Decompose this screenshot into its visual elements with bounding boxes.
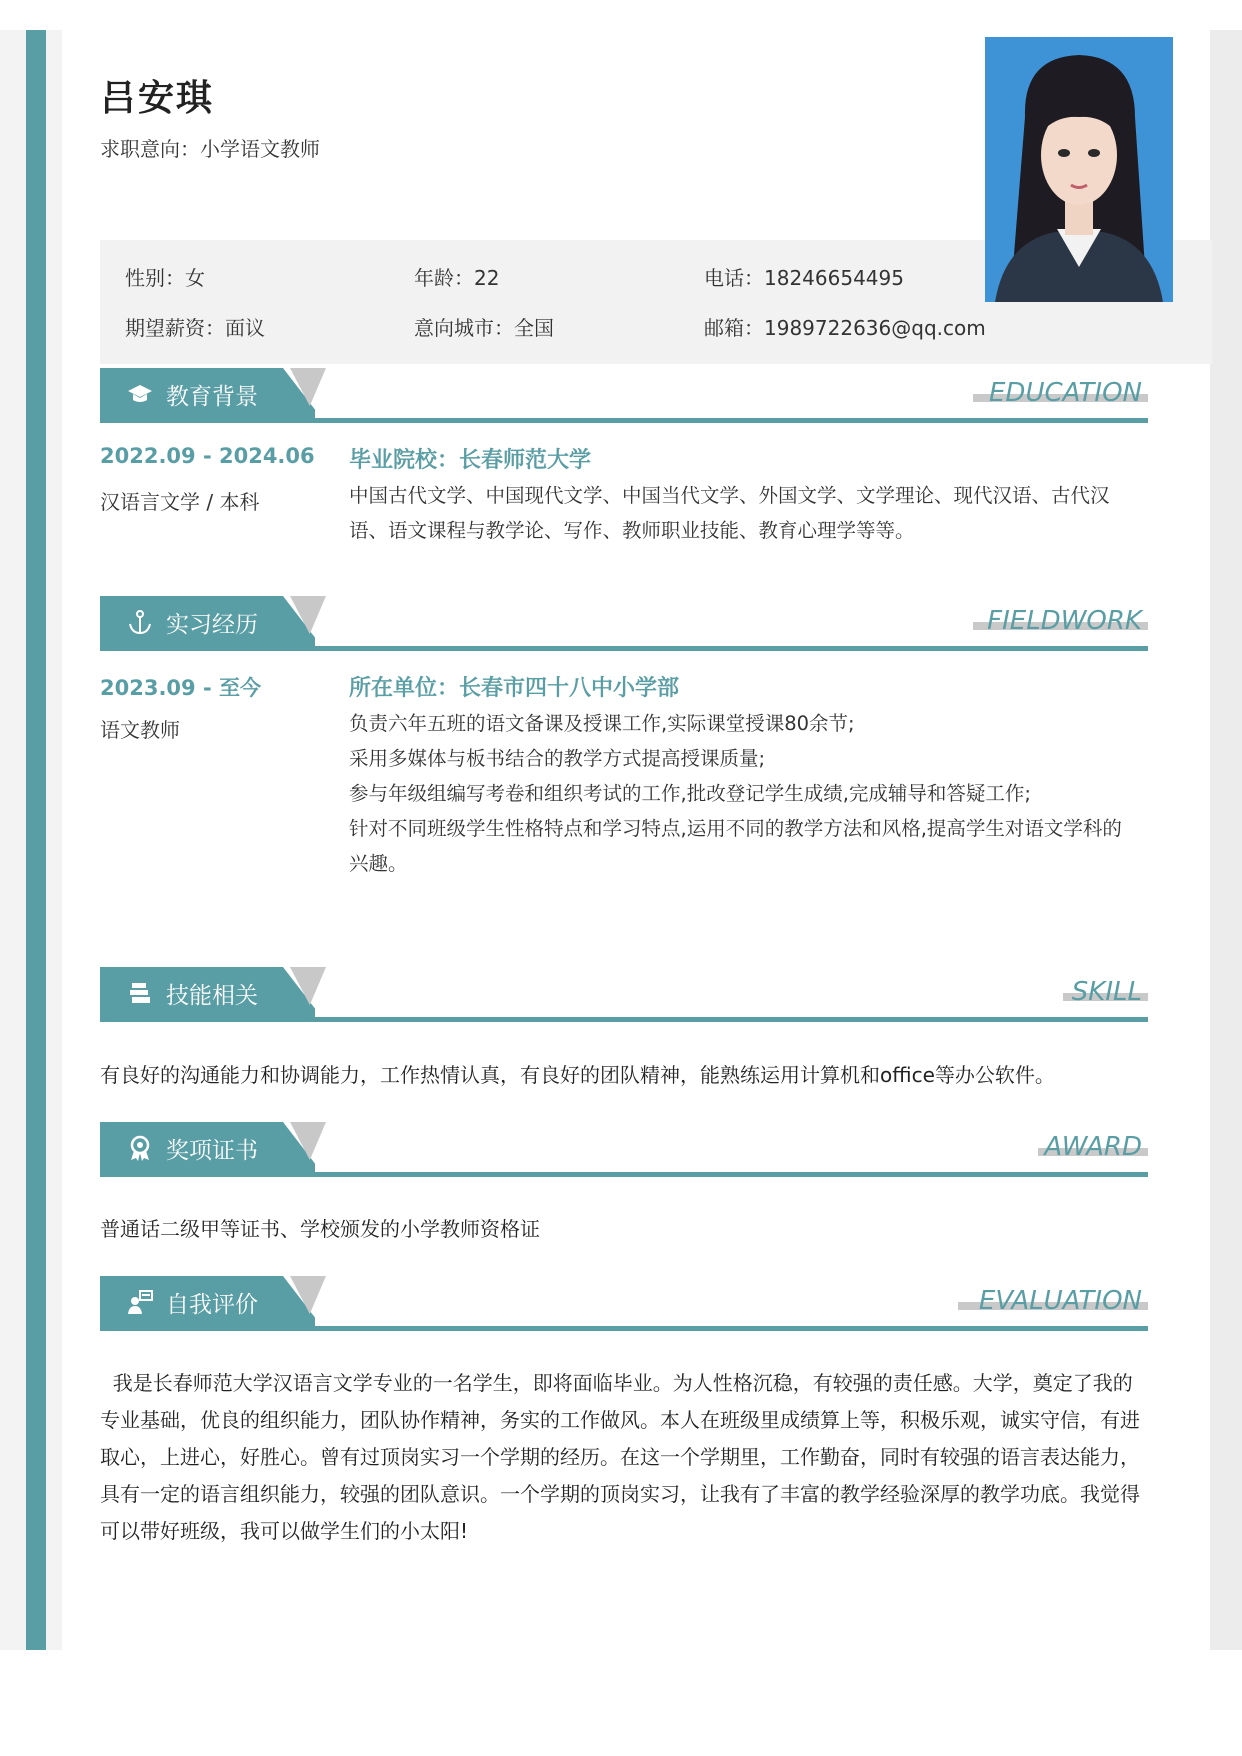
section-title: 技能相关 [166,983,258,1009]
section-header-award [100,1122,1148,1178]
job-intent: 求职意向：小学语文教师 [100,137,320,161]
section-en-text: FIELDWORK [987,606,1142,636]
section-title: 实习经历 [166,612,258,638]
candidate-name: 吕安琪 [100,78,215,119]
medal-icon [126,1134,154,1162]
fieldwork-duties [349,706,1139,881]
course-line: 中国古代文学、中国现代文学、中国当代文学、外国文学、文学理论、现代汉语、古代汉 [349,484,1110,507]
section-header-fieldwork [100,596,1148,652]
profile-photo [985,37,1173,302]
course-line: 语、语文课程与教学论、写作、教师职业技能、教育心理学等等。 [349,519,915,542]
section-header-education [100,368,1148,424]
education-date: 2022.09 - 2024.06 [100,444,315,468]
section-en-label [1030,1132,1148,1168]
anchor-icon [126,608,154,636]
fieldwork-role: 语文教师 [100,718,180,742]
section-rule [100,1326,1148,1331]
education-courses [349,478,1139,548]
left-accent-bar [26,30,46,1650]
book-stack-icon [126,979,154,1007]
section-rule [100,418,1148,423]
section-en-text: EDUCATION [989,378,1142,408]
duty-line: 采用多媒体与板书结合的教学方式提高授课质量; [349,747,766,770]
fieldwork-date: 2023.09 - 至今 [100,676,261,700]
award-text: 普通话二级甲等证书、学校颁发的小学教师资格证 [100,1217,540,1241]
education-major: 汉语言文学 / 本科 [100,490,260,514]
duty-line: 针对不同班级学生性格特点和学习特点,运用不同的教学方法和风格,提高学生对语文学科的 [349,817,1122,840]
section-en-label [973,606,1148,642]
section-header-evaluation [100,1276,1148,1332]
section-rule [100,646,1148,651]
section-en-text: SKILL [1071,977,1142,1007]
evaluation-line: 具有一定的语言组织能力，较强的团队意识。一个学期的顶岗实习，让我有了丰富的教学经验深厚的教学功底。我觉得 [100,1482,1140,1506]
right-strip [1210,30,1242,1650]
info-age: 年龄：22 [414,266,500,290]
info-city: 意向城市：全国 [414,316,554,340]
evaluation-line: 可以带好班级，我可以做学生们的小太阳! [100,1519,469,1543]
section-rule [100,1017,1148,1022]
section-en-label [965,1286,1148,1322]
info-phone: 电话：18246654495 [704,266,904,290]
self-evaluation-icon [126,1288,154,1316]
section-title: 教育背景 [166,384,258,410]
section-en-text: EVALUATION [978,1286,1142,1316]
section-title: 自我评价 [166,1292,258,1318]
evaluation-line: 专业基础，优良的组织能力，团队协作精神，务实的工作做风。本人在班级里成绩算上等，积极乐观，诚实守信，有进 [100,1408,1140,1432]
self-evaluation-text [100,1365,1148,1550]
evaluation-line: 取心，上进心，好胜心。曾有过顶岗实习一个学期的经历。在这一个学期里，工作勤奋，同时有较强的语言表达能力， [100,1445,1140,1469]
info-salary: 期望薪资：面议 [125,316,265,340]
education-school: 毕业院校：长春师范大学 [349,448,592,473]
section-en-text: AWARD [1044,1132,1142,1162]
evaluation-line: 我是长春师范大学汉语言文学专业的一名学生，即将面临毕业。为人性格沉稳，有较强的责任感。大学，奠定了我的 [100,1371,1133,1395]
info-gender: 性别：女 [125,266,205,290]
fieldwork-unit: 所在单位：长春市四十八中小学部 [349,676,680,701]
info-email: 邮箱：1989722636@qq.com [704,316,986,340]
section-title: 奖项证书 [166,1138,258,1164]
duty-line: 负责六年五班的语文备课及授课工作,实际课堂授课80余节; [349,712,855,735]
section-rule [100,1172,1148,1177]
section-en-label [975,378,1148,414]
duty-line: 参与年级组编写考卷和组织考试的工作,批改登记学生成绩,完成辅导和答疑工作; [349,782,1031,805]
skill-text: 有良好的沟通能力和协调能力，工作热情认真，有良好的团队精神，能熟练运用计算机和office等办公软件。 [100,1063,1055,1087]
section-en-label [1058,977,1148,1013]
duty-line: 兴趣。 [349,852,408,875]
graduation-cap-icon [126,380,154,408]
section-header-skill [100,967,1148,1023]
